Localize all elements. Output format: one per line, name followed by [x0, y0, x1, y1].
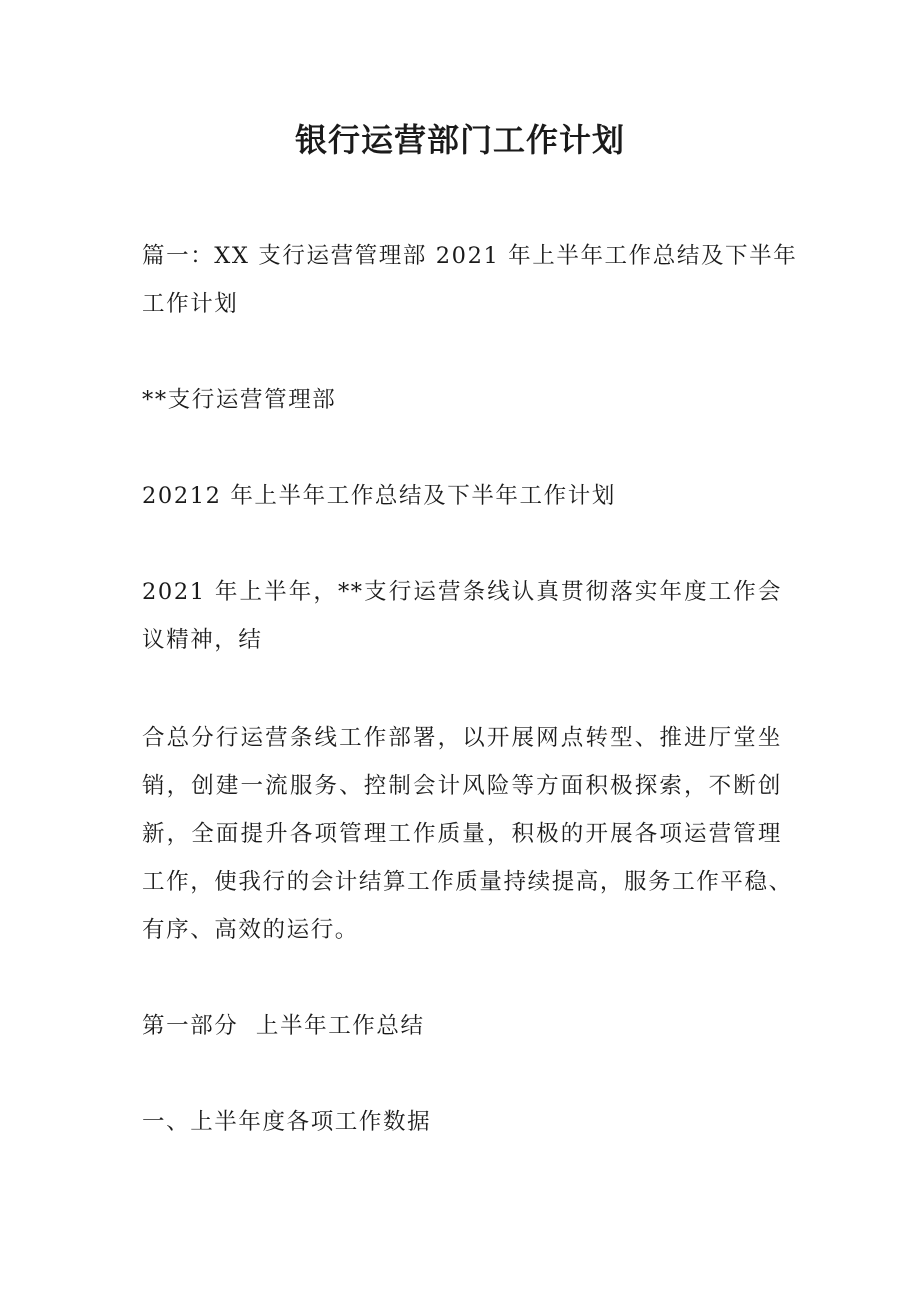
department-text: **支行运营管理部 — [142, 387, 337, 413]
intro-line-1: 2021 年上半年，**支行运营条线认真贯彻落实年度工作会 — [142, 579, 782, 605]
body-line: 合总分行运营条线工作部署，以开展网点转型、推进厅堂坐 — [142, 725, 782, 751]
subsection-one-heading — [142, 1098, 782, 1146]
section-one-heading — [142, 1002, 782, 1050]
body-line: 销，创建一流服务、控制会计风险等方面积极探索，不断创 — [142, 773, 782, 799]
subtitle-line — [142, 472, 782, 520]
subtitle-text: 20212 年上半年工作总结及下半年工作计划 — [142, 483, 616, 509]
body-line: 新，全面提升各项管理工作质量，积极的开展各项运营管理 — [142, 821, 782, 847]
section-one-text: 第一部分 上半年工作总结 — [142, 1013, 425, 1039]
body-line: 工作，使我行的会计结算工作质量持续提高，服务工作平稳、 — [142, 869, 793, 895]
heading-paragraph — [142, 232, 798, 328]
body-paragraph — [142, 714, 793, 954]
intro-paragraph — [142, 568, 782, 664]
department-line — [142, 376, 782, 424]
heading-line-2: 工作计划 — [142, 291, 239, 317]
subsection-one-text: 一、上半年度各项工作数据 — [142, 1109, 432, 1135]
document-title: 银行运营部门工作计划 — [294, 121, 625, 159]
intro-line-2: 议精神，结 — [142, 627, 263, 653]
heading-line-1: 篇一：XX 支行运营管理部 2021 年上半年工作总结及下半年 — [142, 243, 798, 269]
body-line: 有序、高效的运行。 — [142, 917, 359, 943]
